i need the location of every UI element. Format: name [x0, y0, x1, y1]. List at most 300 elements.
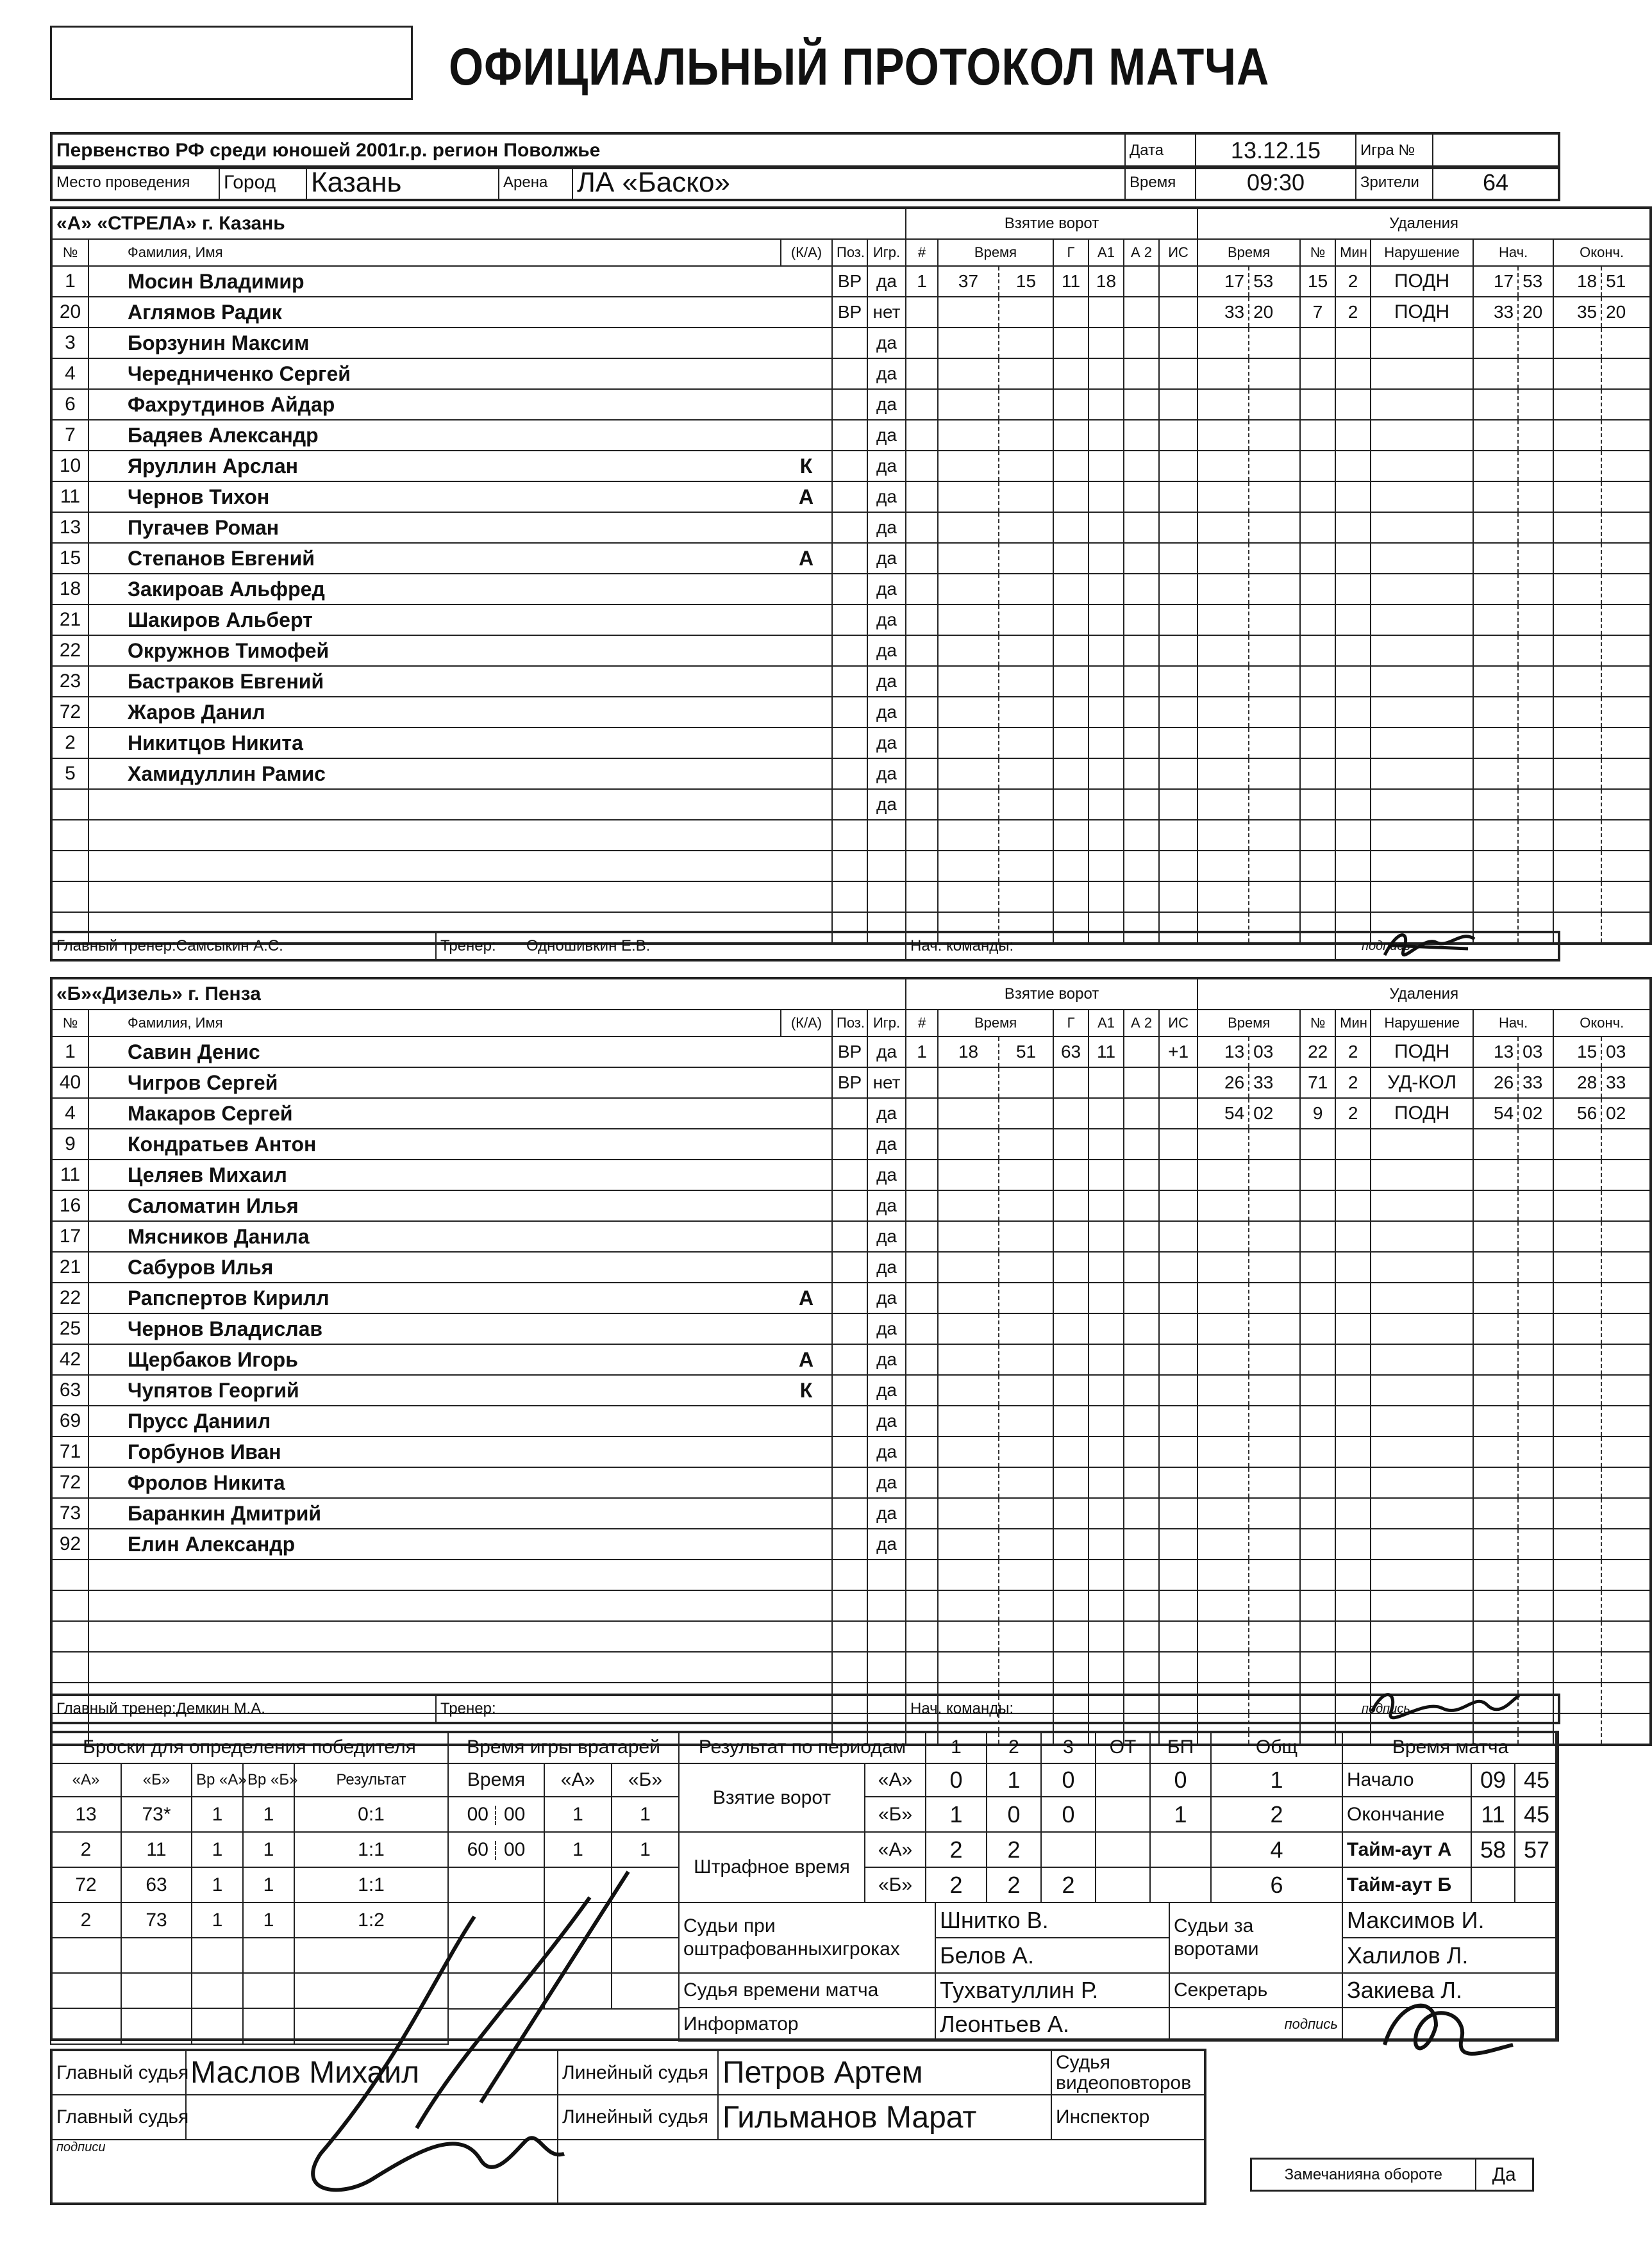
penalty-ss	[1518, 1590, 1553, 1621]
player-number: 25	[51, 1313, 88, 1344]
officials-signature-label: подпись	[1169, 2008, 1342, 2041]
player-number: 2	[51, 728, 88, 758]
goal-is	[1159, 1498, 1197, 1529]
player-position	[832, 1313, 867, 1344]
goal-a2	[1124, 1375, 1159, 1406]
player-captain	[781, 604, 832, 635]
penalty-sm	[1473, 604, 1518, 635]
goalie-b: 1	[612, 1832, 679, 1867]
player-row	[51, 1221, 1651, 1252]
penalty-no	[1300, 1375, 1335, 1406]
penalty-es	[1601, 820, 1651, 851]
penalty-em	[1553, 1344, 1601, 1375]
col-pen-violation: Нарушение	[1371, 1010, 1473, 1037]
periods-pim-b-bp	[1150, 1867, 1211, 1902]
penalty-violation	[1371, 1406, 1473, 1436]
penalty-em	[1553, 358, 1601, 389]
player-row	[51, 635, 1651, 666]
periods-pim-a-bp	[1150, 1832, 1211, 1867]
goal-no	[906, 1252, 938, 1283]
goal-a1	[1089, 1160, 1124, 1190]
penalty-em: 28	[1553, 1067, 1601, 1098]
penalty-em: 15	[1553, 1037, 1601, 1067]
goal-g	[1053, 1129, 1089, 1160]
penalty-ss	[1518, 451, 1553, 481]
penalty-min: 2	[1335, 1067, 1371, 1098]
penalty-violation	[1371, 851, 1473, 881]
player-number: 42	[51, 1344, 88, 1375]
goal-sec	[999, 1498, 1053, 1529]
player-number	[51, 1590, 88, 1621]
goal-no	[906, 1529, 938, 1560]
player-name: Елин Александр	[88, 1529, 781, 1560]
player-number: 21	[51, 604, 88, 635]
shootout-cell: 2	[51, 1832, 121, 1867]
player-captain	[781, 1067, 832, 1098]
goal-a2	[1124, 420, 1159, 451]
match-end-h: 11	[1471, 1797, 1515, 1832]
goal-min	[938, 728, 999, 758]
goal-sec	[999, 1283, 1053, 1313]
periods-pim-b-label: «Б»	[865, 1867, 926, 1902]
player-row	[51, 1160, 1651, 1190]
penalty-sm	[1473, 1498, 1518, 1529]
goal-min	[938, 1190, 999, 1221]
goal-a2	[1124, 604, 1159, 635]
goal-g	[1053, 1283, 1089, 1313]
goal-a2	[1124, 820, 1159, 851]
player-position	[832, 481, 867, 512]
col-goal-no: #	[906, 1010, 938, 1037]
penalty-es	[1601, 758, 1651, 789]
player-position	[832, 328, 867, 358]
penalty-sm	[1473, 1621, 1518, 1652]
goal-sec	[999, 358, 1053, 389]
penalty-violation: ПОДН	[1371, 1098, 1473, 1129]
goal-a2	[1124, 635, 1159, 666]
penalty-ss	[1518, 1283, 1553, 1313]
remarks-value: Да	[1476, 2159, 1533, 2191]
match-end-m: 45	[1515, 1797, 1558, 1832]
player-played: да	[867, 1221, 906, 1252]
shootout-cell: 1:1	[294, 1867, 448, 1902]
player-number: 18	[51, 574, 88, 604]
goal-is	[1159, 451, 1197, 481]
penalty-em	[1553, 1560, 1601, 1590]
penalty-em	[1553, 1252, 1601, 1283]
col-played: Игр.	[867, 239, 906, 266]
player-position	[832, 666, 867, 697]
penalty-tm	[1197, 574, 1249, 604]
player-position	[832, 1375, 867, 1406]
goalie-time-sec: 00	[504, 1803, 526, 1825]
player-captain: А	[781, 481, 832, 512]
shootout-cell: 63	[121, 1867, 192, 1902]
goal-a2	[1124, 1590, 1159, 1621]
penalty-ts	[1249, 574, 1300, 604]
penalty-em	[1553, 820, 1601, 851]
penalty-es	[1601, 728, 1651, 758]
penalty-tm	[1197, 512, 1249, 543]
team-a-chief-label: Нач. команды:	[906, 932, 1335, 960]
penalty-no	[1300, 574, 1335, 604]
player-name: Баранкин Дмитрий	[88, 1498, 781, 1529]
goal-a2	[1124, 881, 1159, 912]
goalie-time-col-a: «А»	[544, 1763, 612, 1797]
spectators-value: 64	[1433, 166, 1559, 200]
goal-min	[938, 635, 999, 666]
arena-label: Арена	[499, 166, 572, 200]
goal-a1	[1089, 451, 1124, 481]
player-position: ВР	[832, 1067, 867, 1098]
goal-is	[1159, 1344, 1197, 1375]
player-position	[832, 697, 867, 728]
player-position	[832, 851, 867, 881]
goal-min	[938, 1652, 999, 1683]
player-position: ВР	[832, 266, 867, 297]
penalty-violation	[1371, 543, 1473, 574]
player-name: Кондратьев Антон	[88, 1129, 781, 1160]
periods-pim-b-2: 2	[987, 1867, 1041, 1902]
spectators-label: Зрители	[1356, 166, 1433, 200]
player-position	[832, 543, 867, 574]
player-played	[867, 1560, 906, 1590]
goal-sec	[999, 1129, 1053, 1160]
goal-no	[906, 1190, 938, 1221]
penalty-sm	[1473, 328, 1518, 358]
penalty-min	[1335, 789, 1371, 820]
penalty-ts	[1249, 635, 1300, 666]
penalty-tm: 26	[1197, 1067, 1249, 1098]
penalty-min	[1335, 512, 1371, 543]
goal-a2	[1124, 1498, 1159, 1529]
team-b-head-coach: Главный тренер:Демкин М.А.	[51, 1695, 436, 1723]
player-captain	[781, 1560, 832, 1590]
player-name: Степанов Евгений	[88, 543, 781, 574]
periods-col-total: Общ	[1211, 1731, 1342, 1763]
penalty-min	[1335, 1375, 1371, 1406]
goal-min	[938, 1436, 999, 1467]
col-goal-no: #	[906, 239, 938, 266]
goal-g	[1053, 1067, 1089, 1098]
player-captain	[781, 512, 832, 543]
player-row	[51, 1313, 1651, 1344]
goal-g	[1053, 574, 1089, 604]
goal-min	[938, 1098, 999, 1129]
penalty-violation: ПОДН	[1371, 266, 1473, 297]
goal-sec	[999, 1098, 1053, 1129]
penalty-min: 2	[1335, 297, 1371, 328]
penalty-es	[1601, 420, 1651, 451]
player-row	[51, 758, 1651, 789]
goal-g	[1053, 789, 1089, 820]
penalty-min	[1335, 1160, 1371, 1190]
player-number: 1	[51, 266, 88, 297]
penalty-no	[1300, 1590, 1335, 1621]
player-row	[51, 697, 1651, 728]
goal-sec	[999, 851, 1053, 881]
goalie-time-min: 00	[467, 1803, 488, 1825]
penalty-sm	[1473, 574, 1518, 604]
periods-pim-b-ot	[1096, 1867, 1150, 1902]
periods-goals-b-2: 0	[987, 1797, 1041, 1832]
penalty-ss	[1518, 728, 1553, 758]
penalty-es	[1601, 358, 1651, 389]
referee-label: Главный судья	[51, 2050, 186, 2095]
penalty-em	[1553, 1190, 1601, 1221]
shootout-col: Вр «Б»	[243, 1763, 294, 1797]
col-pen-violation: Нарушение	[1371, 239, 1473, 266]
player-name: Фролов Никита	[88, 1467, 781, 1498]
col-name: Фамилия, Имя	[88, 239, 781, 266]
player-captain	[781, 1037, 832, 1067]
penalty-violation	[1371, 1590, 1473, 1621]
penalty-tm	[1197, 358, 1249, 389]
penalty-em	[1553, 1652, 1601, 1683]
match-start-h: 09	[1471, 1763, 1515, 1797]
player-number: 63	[51, 1375, 88, 1406]
goal-no	[906, 1467, 938, 1498]
goal-a2	[1124, 328, 1159, 358]
penalty-ts	[1249, 1252, 1300, 1283]
goal-a2	[1124, 481, 1159, 512]
penalty-ss	[1518, 1529, 1553, 1560]
team-a-penalties-header: Удаления	[1197, 208, 1651, 239]
player-number: 21	[51, 1252, 88, 1283]
goal-a1	[1089, 1344, 1124, 1375]
penalty-tm	[1197, 1560, 1249, 1590]
penalty-tm	[1197, 1498, 1249, 1529]
col-goal-a1: А1	[1089, 1010, 1124, 1037]
goalie-b: 1	[612, 1797, 679, 1832]
penalty-tm	[1197, 481, 1249, 512]
goal-sec	[999, 1621, 1053, 1652]
player-played: нет	[867, 1067, 906, 1098]
penalty-no	[1300, 1221, 1335, 1252]
periods-goals-b-label: «Б»	[865, 1797, 926, 1832]
penalty-em	[1553, 1529, 1601, 1560]
penalty-ss	[1518, 420, 1553, 451]
penalty-ts: 03	[1249, 1037, 1300, 1067]
penalty-tm	[1197, 820, 1249, 851]
inspector-label: Инспектор	[1051, 2095, 1205, 2140]
penalty-min	[1335, 1283, 1371, 1313]
goal-min	[938, 451, 999, 481]
player-captain	[781, 881, 832, 912]
goal-a2	[1124, 758, 1159, 789]
penalty-violation	[1371, 1375, 1473, 1406]
penalty-min	[1335, 604, 1371, 635]
penalty-min	[1335, 1621, 1371, 1652]
penalty-tm	[1197, 1129, 1249, 1160]
goal-g	[1053, 1344, 1089, 1375]
match-start-m: 45	[1515, 1763, 1558, 1797]
shootout-col: Результат	[294, 1763, 448, 1797]
goal-min	[938, 697, 999, 728]
player-number: 20	[51, 297, 88, 328]
goal-sec	[999, 297, 1053, 328]
penalty-em	[1553, 789, 1601, 820]
player-name: Пугачев Роман	[88, 512, 781, 543]
shootout-cell: 1	[243, 1867, 294, 1902]
penalty-no	[1300, 851, 1335, 881]
time-separator	[495, 1806, 497, 1825]
player-row	[51, 666, 1651, 697]
team-b-footer	[50, 1694, 1560, 1724]
corner-box	[50, 26, 413, 100]
penalty-tm	[1197, 1190, 1249, 1221]
penalty-sm	[1473, 512, 1518, 543]
goal-is	[1159, 697, 1197, 728]
goal-a2	[1124, 1067, 1159, 1098]
player-name: Никитцов Никита	[88, 728, 781, 758]
shootout-cell: 1	[192, 1867, 243, 1902]
penalty-ts	[1249, 1190, 1300, 1221]
player-position	[832, 512, 867, 543]
periods-goals-a-2: 1	[987, 1763, 1041, 1797]
penalty-em	[1553, 1406, 1601, 1436]
goal-sec	[999, 1160, 1053, 1190]
shootout-cell: 13	[51, 1797, 121, 1832]
shootout-cell: 1	[192, 1902, 243, 1938]
penalty-es	[1601, 1129, 1651, 1160]
penalty-no	[1300, 512, 1335, 543]
player-name: Прусс Даниил	[88, 1406, 781, 1436]
goal-g	[1053, 1375, 1089, 1406]
player-number	[51, 820, 88, 851]
penalty-no: 9	[1300, 1098, 1335, 1129]
goal-a2	[1124, 1313, 1159, 1344]
penalty-min	[1335, 1221, 1371, 1252]
periods-pim-label: Штрафное время	[679, 1832, 865, 1902]
goal-is	[1159, 604, 1197, 635]
goal-sec	[999, 1436, 1053, 1467]
player-captain	[781, 728, 832, 758]
penalty-ss	[1518, 1406, 1553, 1436]
player-name: Чупятов Георгий	[88, 1375, 781, 1406]
player-row	[51, 1252, 1651, 1283]
penalty-sm	[1473, 1283, 1518, 1313]
penalty-ss	[1518, 1252, 1553, 1283]
penalty-tm	[1197, 328, 1249, 358]
shootout-cell: 73*	[121, 1797, 192, 1832]
goal-is	[1159, 297, 1197, 328]
player-position	[832, 1652, 867, 1683]
penalty-min	[1335, 728, 1371, 758]
penalty-em	[1553, 1160, 1601, 1190]
penalty-min	[1335, 1190, 1371, 1221]
player-position	[832, 758, 867, 789]
goal-is	[1159, 328, 1197, 358]
goal-min: 18	[938, 1037, 999, 1067]
penalty-min	[1335, 697, 1371, 728]
player-row	[51, 1529, 1651, 1560]
penalty-min	[1335, 820, 1371, 851]
goal-g	[1053, 1190, 1089, 1221]
penalty-em	[1553, 1283, 1601, 1313]
penalty-violation	[1371, 635, 1473, 666]
penalty-sm	[1473, 1344, 1518, 1375]
goal-a1	[1089, 1590, 1124, 1621]
goal-a1	[1089, 1436, 1124, 1467]
penalty-tm	[1197, 1221, 1249, 1252]
goal-g	[1053, 297, 1089, 328]
player-position	[832, 789, 867, 820]
player-position	[832, 635, 867, 666]
penalty-sm	[1473, 1560, 1518, 1590]
goal-g	[1053, 728, 1089, 758]
penalty-violation: УД-КОЛ	[1371, 1067, 1473, 1098]
player-name: Щербаков Игорь	[88, 1344, 781, 1375]
penalty-no	[1300, 1436, 1335, 1467]
penalty-ts: 33	[1249, 1067, 1300, 1098]
player-row	[51, 358, 1651, 389]
goal-is	[1159, 666, 1197, 697]
goal-no	[906, 297, 938, 328]
team-b-chief-label: Нач. команды:	[906, 1695, 1335, 1723]
goal-min	[938, 1529, 999, 1560]
player-number: 73	[51, 1498, 88, 1529]
player-name: Фахрутдинов Айдар	[88, 389, 781, 420]
goal-g: 63	[1053, 1037, 1089, 1067]
penalty-es	[1601, 697, 1651, 728]
penalty-em	[1553, 728, 1601, 758]
goal-a1	[1089, 358, 1124, 389]
penalty-no	[1300, 881, 1335, 912]
goal-no	[906, 697, 938, 728]
penalty-min: 2	[1335, 266, 1371, 297]
col-played: Игр.	[867, 1010, 906, 1037]
goal-a2	[1124, 574, 1159, 604]
goal-sec	[999, 574, 1053, 604]
goal-a1	[1089, 635, 1124, 666]
penalty-es: 02	[1601, 1098, 1651, 1129]
player-name: Горбунов Иван	[88, 1436, 781, 1467]
penalty-ss: 02	[1518, 1098, 1553, 1129]
penalty-em	[1553, 481, 1601, 512]
penalty-ss	[1518, 389, 1553, 420]
player-row	[51, 266, 1651, 297]
player-captain	[781, 297, 832, 328]
goal-sec	[999, 328, 1053, 358]
periods-goals-a-1: 0	[926, 1763, 987, 1797]
player-played: да	[867, 1375, 906, 1406]
player-played: да	[867, 635, 906, 666]
penalty-es	[1601, 1590, 1651, 1621]
player-captain	[781, 1098, 832, 1129]
periods-pim-a-1: 2	[926, 1832, 987, 1867]
penalty-ts	[1249, 604, 1300, 635]
penalty-violation	[1371, 1190, 1473, 1221]
penalty-ss	[1518, 635, 1553, 666]
player-number: 15	[51, 543, 88, 574]
penalty-ss: 03	[1518, 1037, 1553, 1067]
penalty-sm: 33	[1473, 297, 1518, 328]
goal-sec	[999, 1467, 1053, 1498]
goal-min	[938, 604, 999, 635]
penalty-em	[1553, 451, 1601, 481]
penalty-es	[1601, 389, 1651, 420]
goalie-time-col-b: «Б»	[612, 1763, 679, 1797]
penalty-sm	[1473, 1221, 1518, 1252]
player-position	[832, 574, 867, 604]
periods-col-1: 1	[926, 1731, 987, 1763]
penalty-em	[1553, 697, 1601, 728]
penalty-ts	[1249, 1313, 1300, 1344]
player-position	[832, 1252, 867, 1283]
penalty-sm	[1473, 851, 1518, 881]
player-name: Чередниченко Сергей	[88, 358, 781, 389]
